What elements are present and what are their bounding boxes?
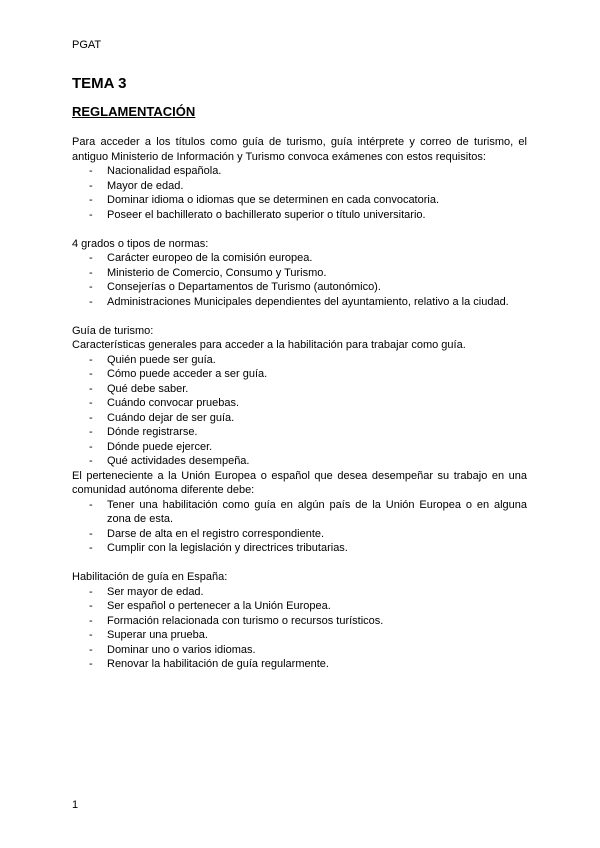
ue-list <box>72 498 527 556</box>
dash-bullet: - <box>89 643 93 656</box>
ue-paragraph: El perteneciente a la Unión Europea o español que desea desempeñar su trabajo en una comunidad autónoma diferente debe: <box>72 469 527 496</box>
dash-bullet: - <box>89 498 93 511</box>
list-item-text: Cuándo dejar de ser guía. <box>107 411 235 424</box>
list-item <box>72 353 527 368</box>
list-item-text: Quién puede ser guía. <box>107 353 216 366</box>
list-item-text: Dónde registrarse. <box>107 426 198 438</box>
list-item <box>72 251 527 266</box>
dash-bullet: - <box>89 600 93 612</box>
dash-bullet: - <box>89 658 93 670</box>
list-item <box>72 628 527 643</box>
dash-bullet: - <box>89 179 93 192</box>
document-body <box>72 75 527 672</box>
list-item <box>72 440 527 455</box>
list-item-text: Dominar uno o varios idiomas. <box>107 643 256 656</box>
list-item-text: Dónde puede ejercer. <box>107 440 213 453</box>
list-item-text: Ser mayor de edad. <box>107 585 204 598</box>
page-header: PGAT <box>72 39 102 51</box>
list-item <box>72 411 527 426</box>
list-item-text: Mayor de edad. <box>107 179 184 192</box>
guia-heading: Guía de turismo: <box>72 324 154 337</box>
list-item-text: Qué actividades desempeña. <box>107 455 250 467</box>
list-item <box>72 527 527 542</box>
list-item <box>72 541 527 556</box>
list-item <box>72 179 527 194</box>
list-item-text: Nacionalidad española. <box>107 165 222 177</box>
espana-heading: Habilitación de guía en España: <box>72 571 228 583</box>
list-item <box>72 382 527 397</box>
list-item <box>72 599 527 614</box>
dash-bullet: - <box>89 194 93 206</box>
list-item <box>72 280 527 295</box>
list-item-text: Administraciones Municipales dependientes del ayuntamiento, relativo a la ciudad. <box>107 295 509 308</box>
list-item-text: Renovar la habilitación de guía regularmente. <box>107 658 329 670</box>
list-item-text: Cuándo convocar pruebas. <box>107 397 240 409</box>
dash-bullet: - <box>89 252 93 264</box>
list-item <box>72 295 527 310</box>
dash-bullet: - <box>89 527 93 540</box>
page-title: TEMA 3 <box>72 75 127 92</box>
dash-bullet: - <box>89 426 93 438</box>
list-item <box>72 164 527 179</box>
dash-bullet: - <box>89 629 93 641</box>
dash-bullet: - <box>89 411 93 424</box>
list-item <box>72 425 527 440</box>
list-item-text: Ministerio de Comercio, Consumo y Turismo. <box>107 266 327 279</box>
dash-bullet: - <box>89 165 93 177</box>
section-title: REGLAMENTACIÓN <box>72 104 196 119</box>
dash-bullet: - <box>89 542 93 554</box>
grados-heading: 4 grados o tipos de normas: <box>72 237 209 250</box>
dash-bullet: - <box>89 585 93 598</box>
dash-bullet: - <box>89 266 93 279</box>
list-item-text: Consejerías o Departamentos de Turismo (autonómico). <box>107 281 381 293</box>
espana-list <box>72 585 527 672</box>
grados-list <box>72 251 527 309</box>
list-item-text: Dominar idioma o idiomas que se determinen en cada convocatoria. <box>107 194 440 206</box>
list-item <box>72 614 527 629</box>
list-item <box>72 193 527 208</box>
list-item <box>72 657 527 672</box>
list-item <box>72 454 527 469</box>
list-item-text: Carácter europeo de la comisión europea. <box>107 252 313 264</box>
list-item <box>72 643 527 658</box>
list-item-text: Ser español o pertenecer a la Unión Europea. <box>107 600 331 612</box>
list-item-text: Cumplir con la legislación y directrices tributarias. <box>107 542 348 554</box>
list-item <box>72 266 527 281</box>
list-item-text: Superar una prueba. <box>107 629 208 641</box>
page-number: 1 <box>72 799 79 811</box>
dash-bullet: - <box>89 455 93 467</box>
dash-bullet: - <box>89 440 93 453</box>
list-item-text: Tener una habilitación como guía en algún país de la Unión Europea o en alguna zona de esta. <box>107 498 527 525</box>
list-item <box>72 585 527 600</box>
list-item-text: Poseer el bachillerato o bachillerato superior o título universitario. <box>107 208 426 221</box>
dash-bullet: - <box>89 614 93 627</box>
dash-bullet: - <box>89 295 93 308</box>
requisitos-list <box>72 164 527 222</box>
caracteristicas-heading: Características generales para acceder a la habilitación para trabajar como guía. <box>72 339 466 351</box>
intro-paragraph: Para acceder a los títulos como guía de turismo, guía intérprete y correo de turismo, el antiguo Ministerio de Información y Turismo convoca exámenes con estos requisitos: <box>72 136 527 163</box>
dash-bullet: - <box>89 281 93 293</box>
list-item <box>72 396 527 411</box>
list-item-text: Formación relacionada con turismo o recursos turísticos. <box>107 614 384 627</box>
list-item-text: Cómo puede acceder a ser guía. <box>107 368 268 380</box>
dash-bullet: - <box>89 208 93 221</box>
list-item-text: Qué debe saber. <box>107 382 189 395</box>
list-item <box>72 367 527 382</box>
dash-bullet: - <box>89 382 93 395</box>
dash-bullet: - <box>89 368 93 380</box>
caracteristicas-list <box>72 353 527 469</box>
dash-bullet: - <box>89 397 93 409</box>
list-item <box>72 208 527 223</box>
list-item-text: Darse de alta en el registro correspondiente. <box>107 527 325 540</box>
dash-bullet: - <box>89 353 93 366</box>
list-item <box>72 498 527 527</box>
